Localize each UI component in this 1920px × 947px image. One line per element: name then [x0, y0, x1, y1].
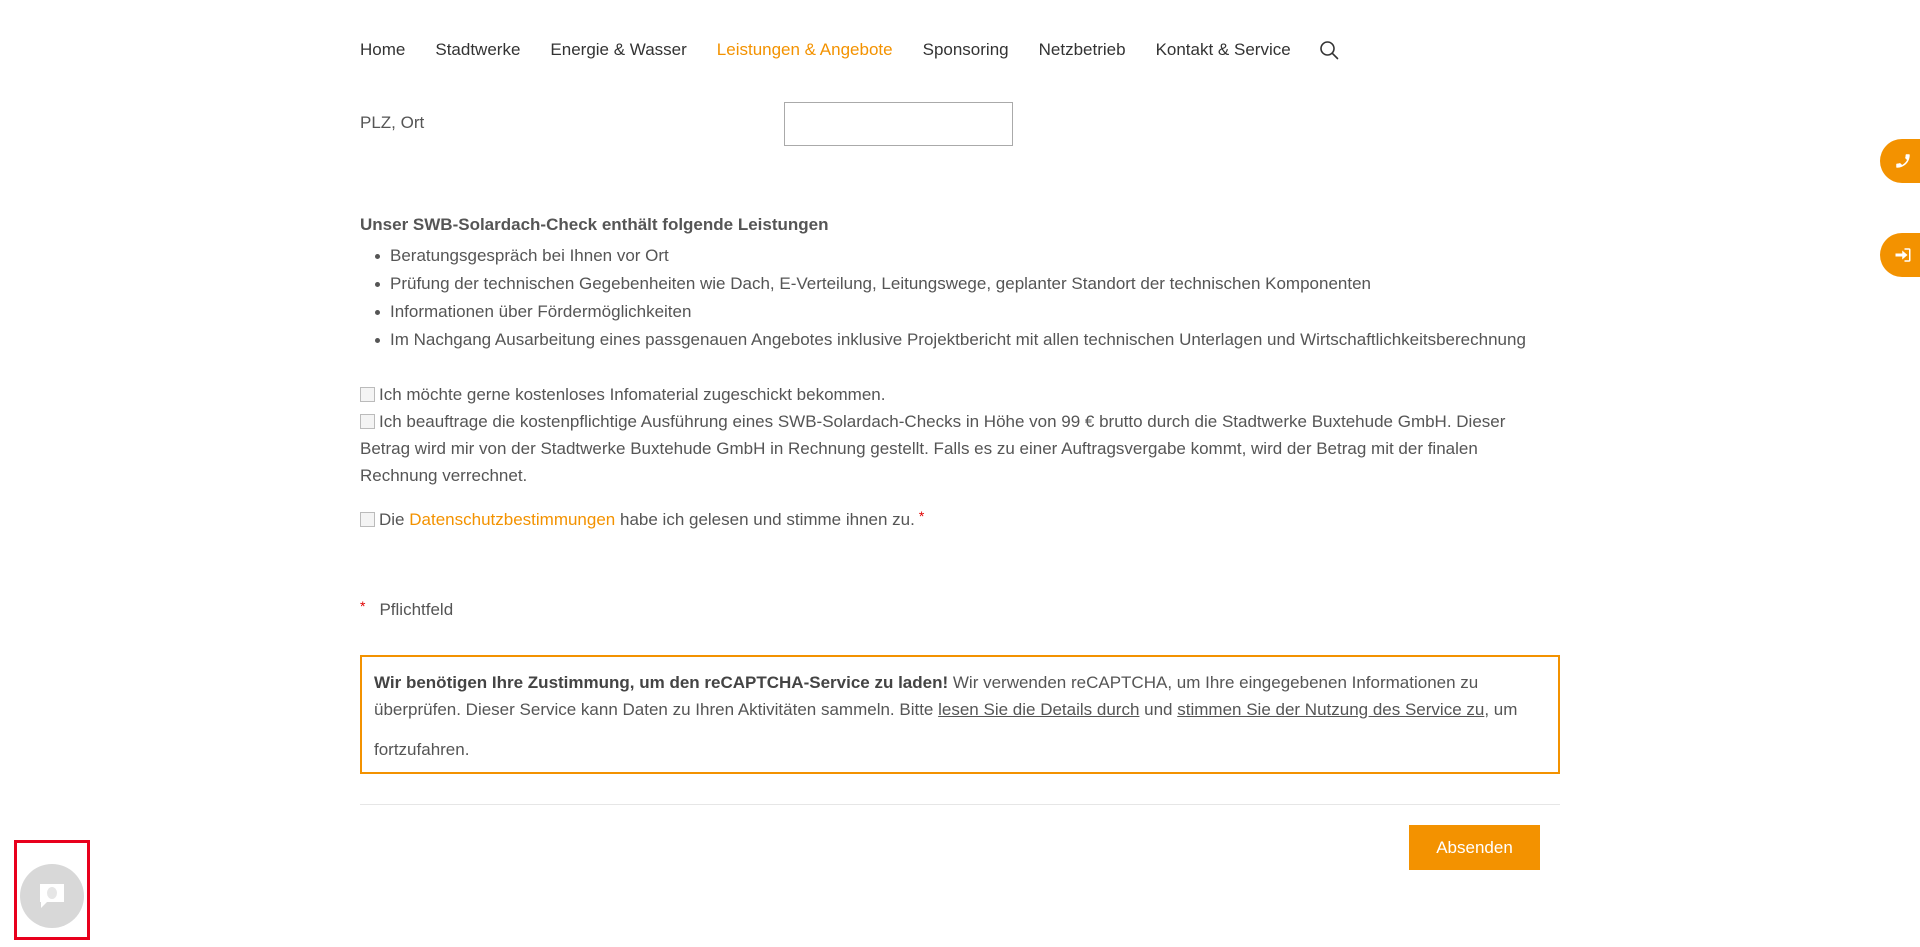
recaptcha-text-tail: , um	[1484, 700, 1518, 719]
infomaterial-checkbox[interactable]	[360, 387, 375, 402]
search-icon[interactable]	[1319, 40, 1339, 60]
phone-side-tab[interactable]	[1880, 139, 1920, 183]
nav-leistungen-angebote[interactable]: Leistungen & Angebote	[716, 40, 893, 59]
required-label: Pflichtfeld	[379, 600, 454, 619]
recaptcha-details-link[interactable]: lesen Sie die Details durch	[938, 700, 1140, 719]
nav-kontakt-service[interactable]: Kontakt & Service	[1155, 40, 1291, 59]
nav-netzbetrieb[interactable]: Netzbetrieb	[1038, 40, 1126, 59]
chat-icon	[37, 881, 67, 911]
login-icon	[1894, 246, 1912, 264]
nav-stadtwerke[interactable]: Stadtwerke	[435, 40, 521, 59]
submit-button[interactable]: Absenden	[1409, 825, 1540, 870]
privacy-row	[360, 503, 1560, 533]
privacy-suffix: habe ich gelesen und stimme ihnen zu.	[620, 510, 915, 529]
infomaterial-label: Ich möchte gerne kostenloses Infomaterial zugeschickt bekommen.	[379, 385, 886, 404]
list-item: Prüfung der technischen Gegebenheiten wie Dach, E-Verteilung, Leitungswege, geplanter Standort der technischen Komponenten	[360, 270, 1526, 298]
services-heading: Unser SWB-Solardach-Check enthält folgende Leistungen	[360, 215, 829, 234]
auftrag-row	[360, 408, 1560, 489]
privacy-link[interactable]: Datenschutzbestimmungen	[409, 510, 616, 529]
plz-ort-input[interactable]	[784, 102, 1013, 146]
recaptcha-continue-text: fortzufahren.	[374, 740, 470, 759]
main-nav	[360, 38, 1339, 62]
auftrag-label: Ich beauftrage die kostenpflichtige Ausführung eines SWB-Solardach-Checks in Höhe von 99 € brutto durch die Stadtwerke Buxtehude GmbH. Dieser Betrag wird mir von der Stadtwerke Buxtehude GmbH in Rechnung gestellt. Falls es zu einer Auftragsvergabe kommt, wird der Betrag mit der finalen Rechnung verrechnet.	[360, 412, 1506, 485]
recaptcha-heading: Wir benötigen Ihre Zustimmung, um den reCAPTCHA-Service zu laden!	[374, 673, 949, 692]
chat-widget-button[interactable]	[20, 864, 84, 928]
privacy-checkbox[interactable]	[360, 512, 375, 527]
recaptcha-text: Wir verwenden reCAPTCHA, um Ihre eingegebenen Informationen zu überprüfen. Dieser Service kann Daten zu Ihren Aktivitäten sammeln. Bitte	[374, 673, 1479, 719]
recaptcha-consent-link[interactable]: stimmen Sie der Nutzung des Service zu	[1177, 700, 1485, 719]
list-item: Im Nachgang Ausarbeitung eines passgenauen Angebotes inklusive Projektbericht mit allen technischen Unterlagen und Wirtschaftlichkeitsberechnung	[360, 326, 1526, 354]
recaptcha-consent-notice	[360, 655, 1560, 774]
recaptcha-and: und	[1144, 700, 1173, 719]
auftrag-checkbox[interactable]	[360, 414, 375, 429]
plz-ort-label: PLZ, Ort	[360, 113, 425, 132]
infomaterial-row	[360, 381, 1560, 408]
required-star: *	[360, 598, 366, 614]
privacy-prefix: Die	[379, 510, 405, 529]
nav-sponsoring[interactable]: Sponsoring	[922, 40, 1009, 59]
required-star: *	[918, 508, 925, 524]
phone-icon	[1894, 152, 1912, 170]
list-item: Informationen über Fördermöglichkeiten	[360, 298, 1526, 326]
services-list	[360, 242, 1526, 354]
login-side-tab[interactable]	[1880, 233, 1920, 277]
nav-energie-wasser[interactable]: Energie & Wasser	[550, 40, 687, 59]
required-note	[360, 598, 453, 620]
nav-home[interactable]: Home	[360, 40, 406, 59]
list-item: Beratungsgespräch bei Ihnen vor Ort	[360, 242, 1526, 270]
divider	[360, 804, 1560, 805]
